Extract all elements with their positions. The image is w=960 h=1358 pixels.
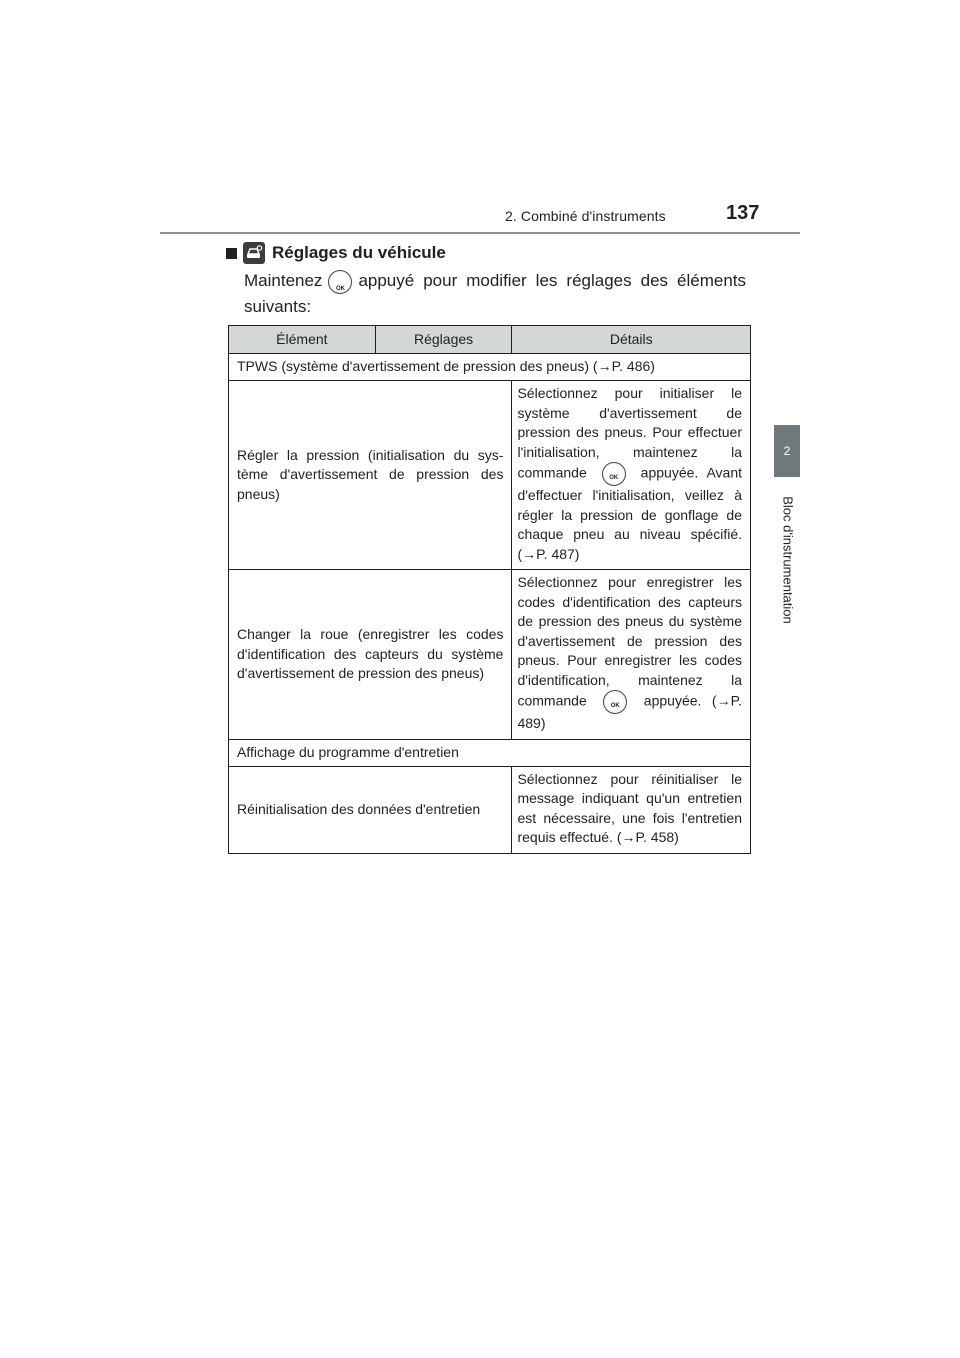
row-details-maintenance: Sélectionnez pour réinitialiser le message indiquant qu'un entretien est nécessaire, une fois l'entretien requis effectué. (→P. 458) — [512, 766, 751, 853]
ok-button-icon — [603, 690, 627, 714]
header-settings: Réglages — [375, 326, 512, 354]
square-bullet-icon — [226, 248, 237, 259]
chapter-label: Bloc d'instrumentation — [780, 496, 796, 624]
table-row — [229, 570, 751, 740]
row-details-pressure: Sélectionnez pour initialiser le système d'avertissement de pression des pneus. Pour effectuer l'initialisation, maintenez la commande OK appuyée. Avant d'effectuer l'initialisation, veillez à régler la pression de gonflage de chaque pneu au niveau spécifié. (→P. 487) — [512, 381, 751, 570]
header-details: Détails — [512, 326, 751, 354]
ok-button-icon — [328, 270, 352, 294]
table-row — [229, 354, 751, 381]
header-divider — [160, 232, 800, 234]
intro-text-end: appuyé pour modifier les réglages des éléments suivants: — [244, 271, 746, 316]
intro-text-start: Maintenez — [244, 271, 323, 290]
row-element-wheel: Changer la roue (enregistrer les codes d'identification des capteurs du système d'avertissement de pression des pneus) — [229, 570, 512, 740]
ok-button-icon — [602, 462, 626, 486]
section-title: Réglages du véhicule — [272, 243, 446, 262]
table-row — [229, 766, 751, 853]
header-element: Élément — [229, 326, 376, 354]
section-heading — [226, 242, 446, 264]
table-header-row — [229, 326, 751, 354]
page-number: 137 — [726, 202, 760, 224]
intro-paragraph — [244, 268, 746, 319]
row-element-maintenance: Réinitialisation des données d'entretien — [229, 766, 512, 853]
settings-table — [228, 325, 751, 854]
chapter-tab: 2 — [774, 425, 800, 477]
maintenance-group-row: Affichage du programme d'entretien — [229, 739, 751, 766]
car-settings-icon — [243, 242, 265, 264]
table-row — [229, 381, 751, 570]
row-details-wheel: Sélectionnez pour enregistrer les codes d'identification des capteurs de pression des pneus du système d'avertissement de pression des pneus. Pour enregistrer les codes d'identification, maintenez la commande OK appuyée. (→P. 489) — [512, 570, 751, 740]
header-section-title: 2. Combiné d'instruments — [505, 208, 666, 224]
tpws-group-row: TPWS (système d'avertissement de pression des pneus) (→P. 486) — [229, 354, 751, 381]
row-element-pressure: Régler la pression (initialisation du système d'avertissement de pression des pneus) — [229, 381, 512, 570]
table-row — [229, 739, 751, 766]
